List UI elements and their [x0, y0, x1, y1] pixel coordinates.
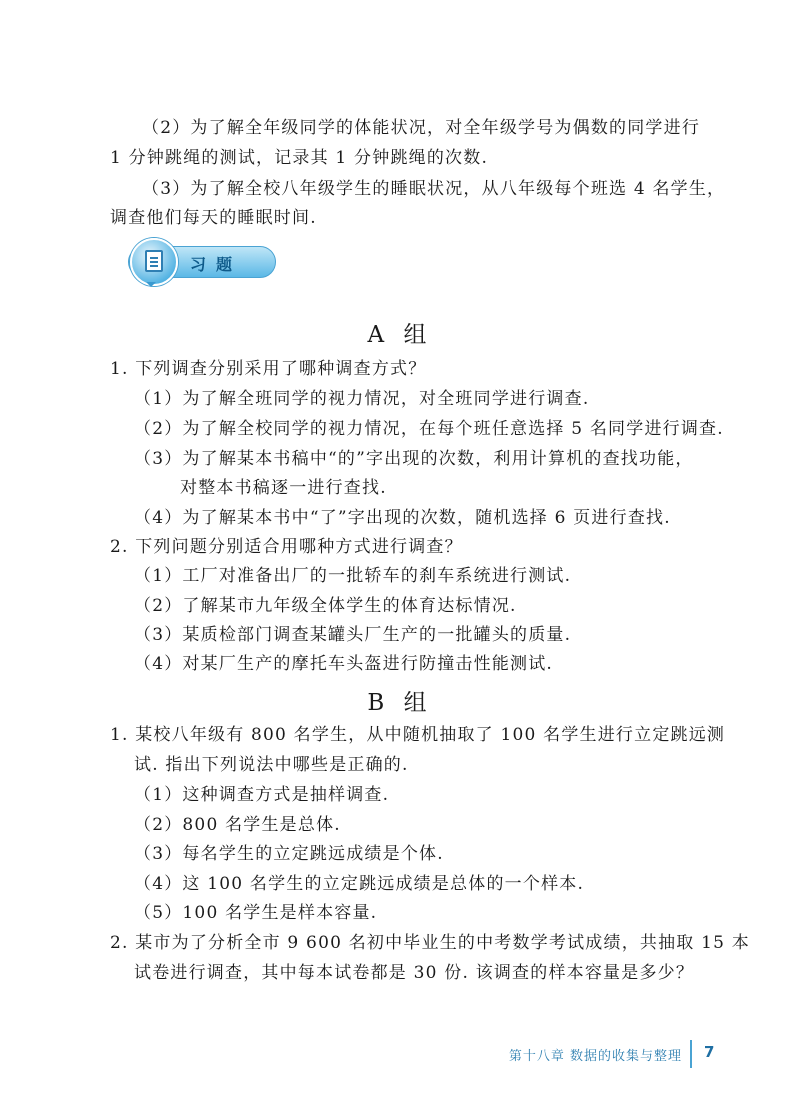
group-a-q2-item-3: （3）某质检部门调查某罐头厂生产的一批罐头的质量.: [134, 625, 572, 645]
group-a-q1-item-1: （1）为了解全班同学的视力情况，对全班同学进行调查.: [134, 389, 590, 409]
exercises-label: 习题: [190, 255, 243, 274]
footer-divider: [690, 1040, 692, 1068]
group-b-q1-item-1: （1）这种调查方式是抽样调查.: [134, 785, 390, 805]
page-number: 7: [704, 1043, 715, 1061]
group-a-heading: A 组: [367, 322, 433, 348]
group-b-question-2-line-1: 2. 某市为了分析全市 9 600 名初中毕业生的中考数学考试成绩，共抽取 15 本: [110, 933, 750, 953]
group-b-q1-item-5: （5）100 名学生是样本容量.: [134, 903, 378, 923]
notebook-icon: [145, 250, 163, 272]
group-a-q2-item-1: （1）工厂对准备出厂的一批轿车的刹车系统进行测试.: [134, 566, 572, 586]
group-a-q1-item-2: （2）为了解全校同学的视力情况，在每个班任意选择 5 名同学进行调查.: [134, 419, 724, 439]
group-b-q1-item-2: （2）800 名学生是总体.: [134, 815, 341, 835]
group-b-question-1-line-1: 1. 某校八年级有 800 名学生，从中随机抽取了 100 名学生进行立定跳远测: [110, 725, 726, 745]
group-b-q1-item-4: （4）这 100 名学生的立定跳远成绩是总体的一个样本.: [134, 874, 585, 894]
group-b-q1-item-3: （3）每名学生的立定跳远成绩是个体.: [134, 844, 444, 864]
group-a-question-1: 1. 下列调查分别采用了哪种调查方式？: [110, 359, 427, 379]
group-a-question-2: 2. 下列问题分别适合用哪种方式进行调查？: [110, 537, 463, 557]
exercises-badge: [128, 238, 276, 286]
group-a-q2-item-2: （2）了解某市九年级全体学生的体育达标情况.: [134, 596, 517, 616]
group-a-q1-item-3: （3）为了解某本书稿中“的”字出现的次数，利用计算机的查找功能，: [134, 449, 694, 469]
chapter-title: 第十八章 数据的收集与整理: [508, 1049, 682, 1064]
intro-item-3-line-2: 调查他们每天的睡眠时间.: [110, 208, 317, 228]
intro-item-3-line-1: （3）为了解全校八年级学生的睡眠状况，从八年级每个班选 4 名学生，: [142, 179, 726, 199]
badge-arrow-icon: [146, 282, 156, 287]
group-b-question-2-line-2: 试卷进行调查，其中每本试卷都是 30 份. 该调查的样本容量是多少？: [134, 963, 695, 983]
badge-circle: [130, 238, 178, 286]
intro-item-2-line-1: （2）为了解全年级同学的体能状况，对全年级学号为偶数的同学进行: [142, 118, 701, 138]
group-a-q1-item-3-cont: 对整本书稿逐一进行查找.: [180, 478, 387, 498]
group-b-heading: B 组: [367, 690, 433, 716]
group-a-q1-item-4: （4）为了解某本书中“了”字出现的次数，随机选择 6 页进行查找.: [134, 508, 671, 528]
group-b-question-1-line-2: 试. 指出下列说法中哪些是正确的.: [134, 755, 409, 775]
intro-item-2-line-2: 1 分钟跳绳的测试，记录其 1 分钟跳绳的次数.: [110, 148, 489, 168]
group-a-q2-item-4: （4）对某厂生产的摩托车头盔进行防撞击性能测试.: [134, 654, 554, 674]
